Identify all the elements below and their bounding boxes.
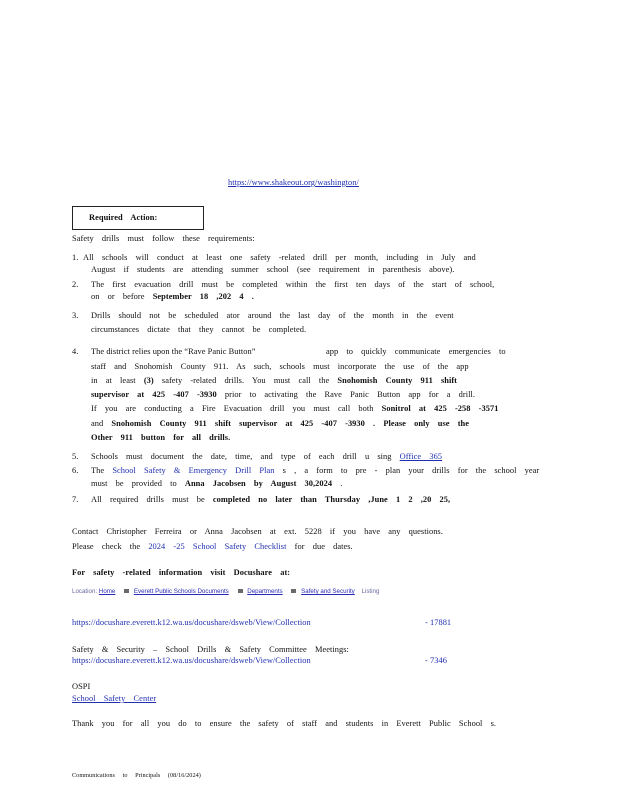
item-4-line-4 <box>91 389 475 400</box>
docushare-link-1[interactable]: https://docushare.everett.k12.wa.us/docushare/dsweb/View/Collection <box>72 618 311 627</box>
item-4-and: and <box>91 419 104 428</box>
item-6-provided-to: must be provided to <box>91 479 177 488</box>
item-3-line-1: Drills should not be scheduled ator around the last day of the month in the event <box>91 311 454 320</box>
intro-text: Safety drills must follow these requirements: <box>72 234 255 243</box>
item-7-number: 7. <box>72 495 79 504</box>
item-1-line-1: All schools will conduct at least one safety -related drill per month, including in July and <box>83 253 476 262</box>
item-4-line-3 <box>91 375 457 386</box>
docushare-link-2[interactable]: https://docushare.everett.k12.wa.us/docushare/dsweb/View/Collection <box>72 656 311 665</box>
item-4-line-5 <box>91 403 498 414</box>
contact-line-2 <box>72 541 353 552</box>
item-4-sonitrol-phone: Sonitrol at 425 -258 -3571 <box>381 404 499 413</box>
item-2-line-1: The first evacuation drill must be completed within the first ten days of the start of school, <box>91 280 495 289</box>
committee-text: Safety & Security – School Drills & Safety Committee Meetings: <box>72 645 349 654</box>
item-1-line-2: August if students are attending summer school (see requirement in parenthesis above). <box>91 265 455 274</box>
breadcrumb-everett-documents[interactable]: Everett Public Schools Documents <box>133 588 229 595</box>
drill-plan-link[interactable]: School Safety & Emergency Drill Plan <box>112 466 275 475</box>
item-4-prior-activating: prior to activating the Rave Panic Button app for a drill. <box>224 390 476 399</box>
item-4-line-1b: app to quickly communicate emergencies to <box>326 347 506 356</box>
breadcrumb-home[interactable]: Home <box>98 588 116 595</box>
item-6-pre: The <box>91 466 105 475</box>
item-4-county-supervisor: Snohomish County 911 shift supervisor at 425 -407 -3930 . Please only use the <box>111 419 470 428</box>
folder-icon <box>124 589 129 593</box>
breadcrumb-departments[interactable]: Departments <box>247 588 283 595</box>
item-4-fire-evacuation: If you are conducting a Fire Evacuation drill you must call both <box>91 404 374 413</box>
item-4-line-1a: The district relies upon the “Rave Panic Button” <box>91 347 256 356</box>
docushare-link-1-suffix[interactable]: - 17881 <box>425 618 452 627</box>
item-4-county-911: Snohomish County 911 shift <box>337 376 458 385</box>
item-4-line-2: staff and Snohomish County 911. As such, schools must incorporate the use of the app <box>91 362 469 371</box>
item-3-number: 3. <box>72 311 79 320</box>
docushare-link-2-suffix[interactable]: - 7346 <box>425 656 447 665</box>
item-5-line <box>91 451 442 462</box>
item-6-post: s , a form to pre - plan your drills for the school year <box>282 466 540 475</box>
office-365-link[interactable]: Office 365 <box>399 452 443 461</box>
item-4-call-the: safety -related drills. You must call the <box>161 376 330 385</box>
item-7-line <box>91 494 450 505</box>
item-2-date: September 18 ,202 4 . <box>152 292 254 301</box>
item-5-text: Schools must document the date, time, and type of each drill u sing <box>91 452 392 461</box>
contact-due-dates: for due dates. <box>294 542 353 551</box>
breadcrumb-safety-security[interactable]: Safety and Security <box>301 588 355 595</box>
item-2-on-or-before: on or before <box>91 292 145 301</box>
docushare-heading: For safety -related information visit Docushare at: <box>72 568 291 577</box>
item-7-deadline: completed no later than Thursday ,June 1 2 ,20 25, <box>212 495 451 504</box>
item-4-number: 4. <box>72 347 79 356</box>
location-breadcrumb <box>72 588 379 595</box>
item-1-number: 1. <box>72 253 79 262</box>
item-4-line-6 <box>91 418 469 429</box>
item-6-number: 6. <box>72 466 79 475</box>
item-6-period: . <box>340 479 343 488</box>
shakeout-link[interactable]: https://www.shakeout.org/washington/ <box>228 178 359 187</box>
ospi-label: OSPI <box>72 682 91 691</box>
item-5-number: 5. <box>72 452 79 461</box>
item-2-line-2 <box>91 291 254 302</box>
folder-icon <box>238 589 243 593</box>
required-action-box <box>72 206 204 230</box>
safety-checklist-link[interactable]: 2024 -25 School Safety Checklist <box>148 542 287 551</box>
item-7-pre: All required drills must be <box>91 495 205 504</box>
required-action-label: Required Action: <box>89 213 158 222</box>
item-4-count: (3) <box>143 376 154 385</box>
contact-line-1: Contact Christopher Ferreira or Anna Jacobsen at ext. 5228 if you have any questions. <box>72 527 443 536</box>
item-4-supervisor-phone: supervisor at 425 -407 -3930 <box>91 390 217 399</box>
item-6-deadline: Anna Jacobsen by August 30,2024 <box>184 479 333 488</box>
footer-text: Communications to Principals (08/16/2024) <box>72 772 201 779</box>
contact-please-check: Please check the <box>72 542 141 551</box>
folder-icon <box>291 589 296 593</box>
item-6-line-1 <box>91 465 539 476</box>
location-label: Location: <box>72 588 98 595</box>
school-safety-center-link[interactable]: School Safety Center <box>72 694 157 703</box>
item-4-in-at-least: in at least <box>91 376 136 385</box>
item-3-line-2: circumstances dictate that they cannot be completed. <box>91 325 307 334</box>
item-6-line-2 <box>91 478 342 489</box>
item-4-line-7: Other 911 button for all drills. <box>91 433 231 442</box>
item-2-number: 2. <box>72 280 79 289</box>
thanks-text: Thank you for all you do to ensure the safety of staff and students in Everett Public School s. <box>72 719 497 728</box>
breadcrumb-listing: Listing <box>361 588 380 595</box>
